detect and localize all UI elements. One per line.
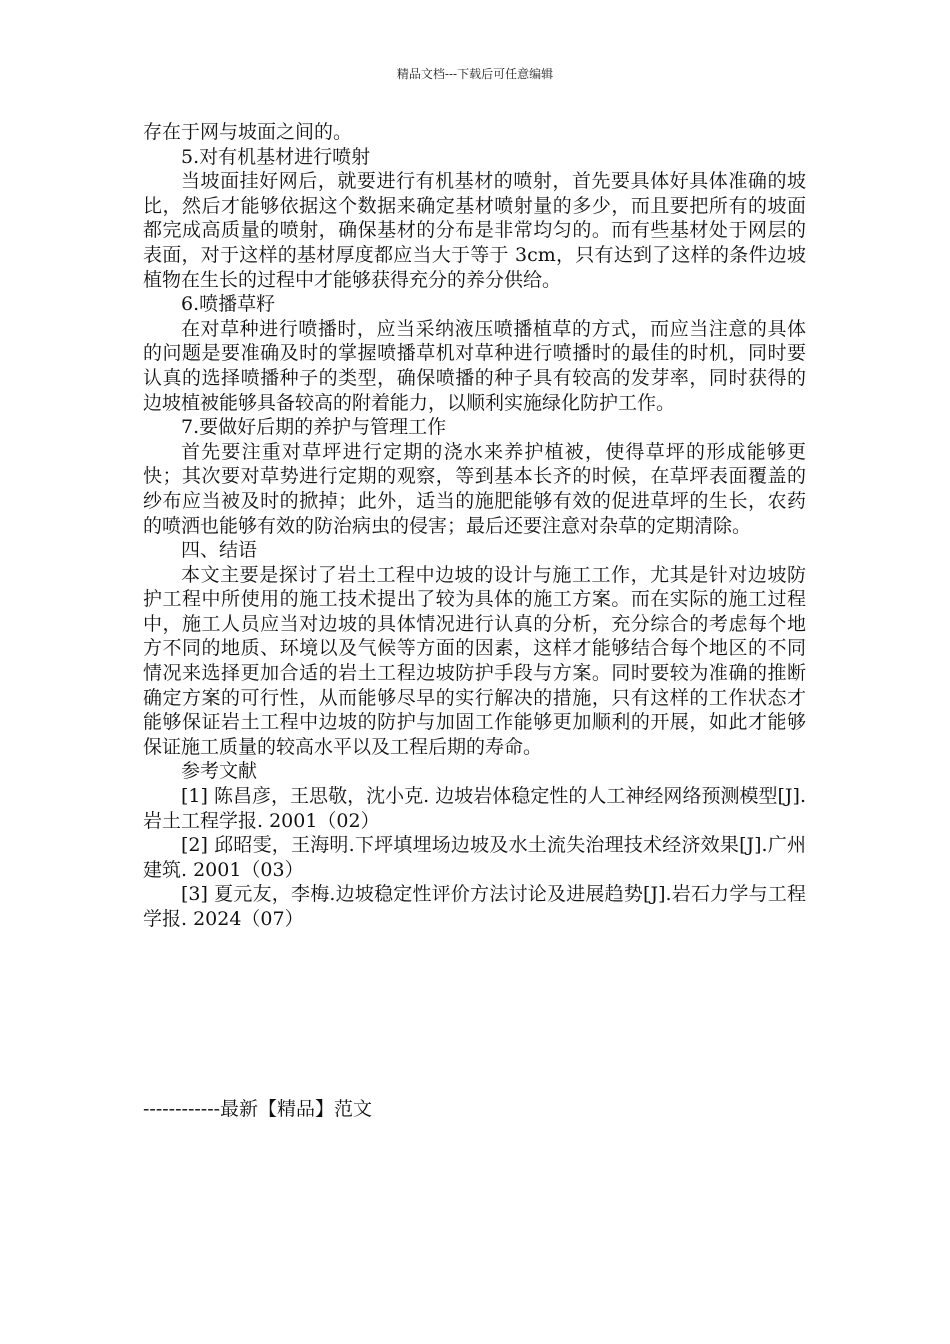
section-heading-conclusion: 四、结语 (181, 539, 258, 562)
page-header: 精品文档---下载后可任意编辑 (396, 67, 554, 81)
section-heading-6: 6.喷播草籽 (181, 293, 276, 316)
page-footer: ------------最新【精品】范文 (143, 1098, 373, 1120)
section-heading-7: 7.要做好后期的养护与管理工作 (181, 416, 447, 439)
paragraph-conclusion: 本文主要是探讨了岩土工程中边坡的设计与施工工作，尤其是针对边坡防护工程中所使用的施工技术提出了较为具体的施工方案。而在实际的施工过程中，施工人员应当对边坡的具体情况进行认真的分析，充分综合的考虑每个地方不同的地质、环境以及气候等方面的因素，这样才能够结合每个地区的不同情况来选择更加合适的岩土工程边坡防护手段与方案。同时要较为准确的推断确定方案的可行性，从而能够尽早的实行解决的措施，只有这样的工作状态才能够保证岩土工程中边坡的防护与加固工作能够更加顺利的开展，如此才能够保证施工质量的较高水平以及工程后期的寿命。 (143, 563, 806, 758)
document-body (143, 120, 806, 932)
paragraph-substrate-spraying: 当坡面挂好网后，就要进行有机基材的喷射，首先要具体好具体准确的坡比，然后才能够依据这个数据来确定基材喷射量的多少，而且要把所有的坡面都完成高质量的喷射，确保基材的分布是非常均匀的。而有些基材处于网层的表面，对于这样的基材厚度都应当大于等于 3cm，只有达到了这样的条件边坡植物在生长的过程中才能够获得充分的养分供给。 (143, 170, 806, 291)
reference-item-2: [2] 邱昭雯，王海明.下坪填埋场边坡及水土流失治理技术经济效果[J].广州建筑. 2001（03） (143, 834, 806, 881)
reference-item-1: [1] 陈昌彦，王思敬，沈小克. 边坡岩体稳定性的人工神经网络预测模型[J].岩土工程学报. 2001（02） (143, 785, 806, 832)
section-heading-5: 5.对有机基材进行喷射 (181, 145, 371, 168)
reference-item-3: [3] 夏元友，李梅.边坡稳定性评价方法讨论及进展趋势[J].岩石力学与工程学报. 2024（07） (143, 883, 806, 930)
paragraph-continuation: 存在于网与坡面之间的。 (143, 121, 353, 143)
paragraph-grass-seeding: 在对草种进行喷播时，应当采纳液压喷播植草的方式，而应当注意的具体的问题是要准确及时的掌握喷播草机对草种进行喷播时的最佳的时机，同时要认真的选择喷播种子的类型，确保喷播的种子具有较高的发芽率，同时获得的边坡植被能够具备较高的附着能力，以顺利实施绿化防护工作。 (143, 317, 806, 414)
paragraph-maintenance: 首先要注重对草坪进行定期的浇水来养护植被，使得草坪的形成能够更快；其次要对草势进行定期的观察，等到基本长齐的时候，在草坪表面覆盖的纱布应当被及时的掀掉；此外，适当的施肥能够有效的促进草坪的生长，农药的喷洒也能够有效的防治病虫的侵害；最后还要注意对杂草的定期清除。 (143, 440, 806, 537)
references-heading: 参考文献 (181, 760, 258, 783)
